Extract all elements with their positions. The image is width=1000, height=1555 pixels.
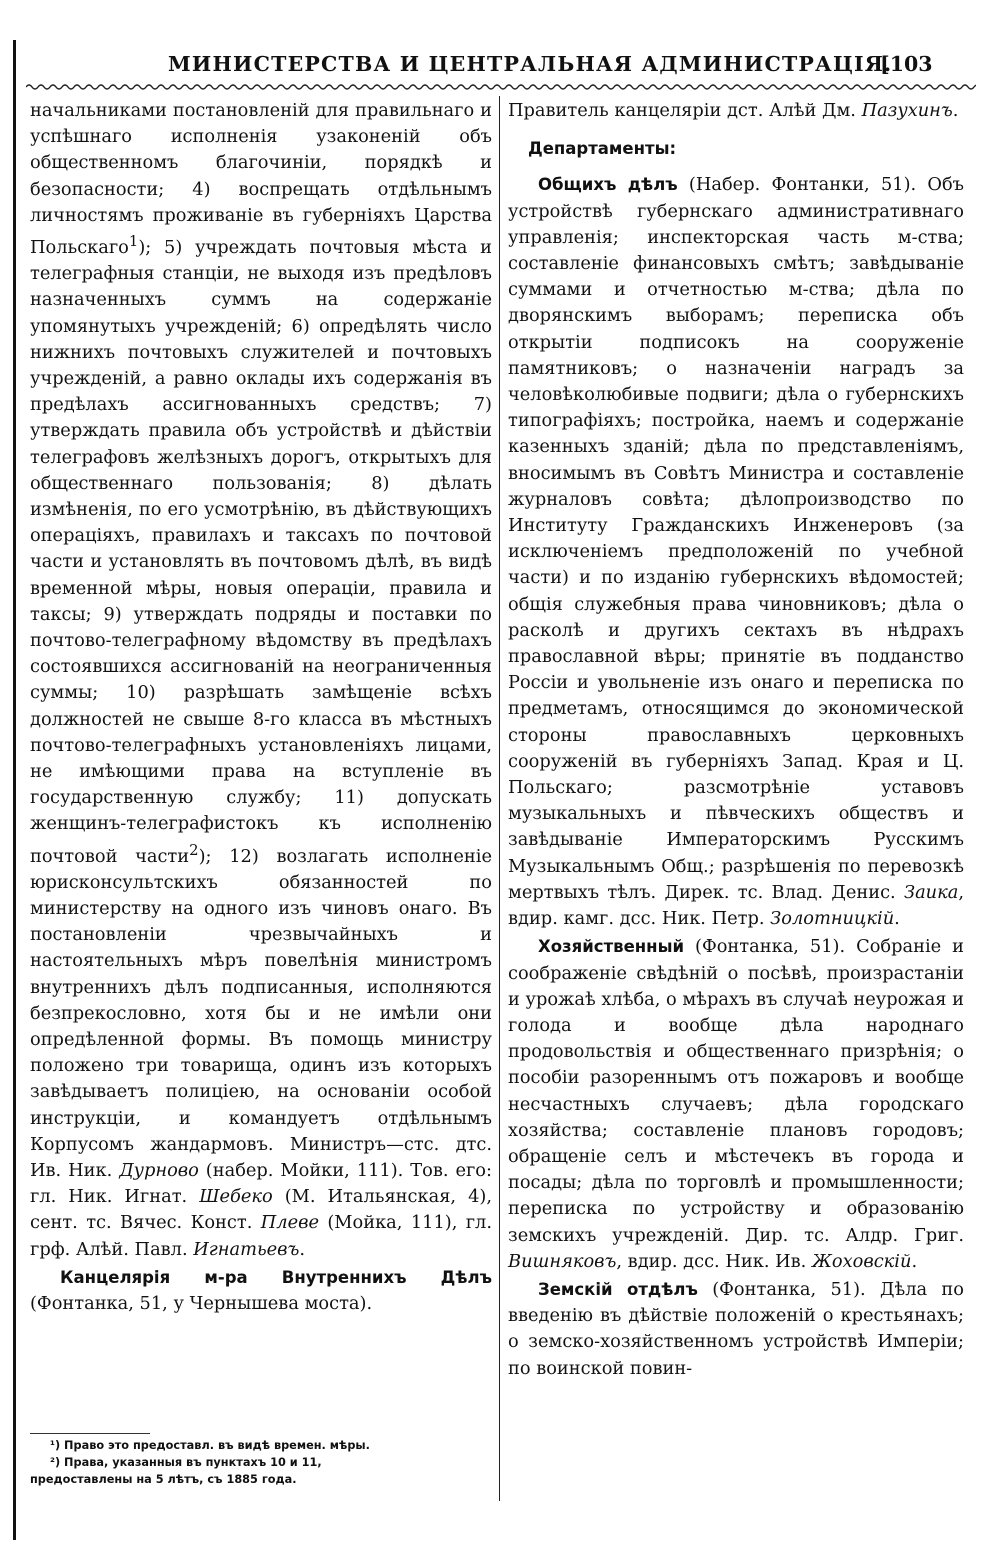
- footnote-rule: [30, 1433, 150, 1434]
- right-paragraph-general-affairs: [508, 172, 964, 932]
- person-name: Пазухинъ: [861, 100, 953, 121]
- person-name: Игнатьевъ: [193, 1238, 300, 1260]
- text-run: (Фонтанка, 51). Дѣла по введенію въ дѣйствіе положеній о крестьянахъ; о земско-хозяйственномъ устройствѣ Имперіи; по воинской повин-: [508, 1278, 964, 1379]
- text-run: , вдир. камг. дсс. Ник. Петр.: [508, 881, 964, 930]
- text-run: .: [952, 100, 959, 121]
- person-name: Дурново: [119, 1159, 199, 1181]
- text-run: (Набер. Фонтанки, 51). Объ устройствѣ губернскаго административнаго управленія; инспекторская часть м-ства; составленіе финансовыхъ смѣтъ; завѣдываніе суммами и отчетностью м-ства; дѣла по дворянскимъ выборамъ; переписка объ открытіи подписокъ на сооруженіе памятниковъ; о назначеніи наградъ за человѣколюбивые подвиги; дѣла о губернскихъ типографіяхъ; постройка, наемъ и содержаніе казенныхъ зданій; дѣла по представленіямъ, вносимымъ въ Совѣтъ Министра и составленіе журналовъ совѣта; дѣлопроизводство по Институту Гражданскихъ Инженеровъ (за исключеніемъ предположеній по учебной части) и по изданію губернскихъ вѣдомостей; общія служебныя права чиновниковъ; дѣла о расколѣ и другихъ сектахъ въ нѣдрахъ православной вѣры; принятіе въ подданство Россіи и увольненіе изъ онаго и переписка по предметамъ, относящимся до экономической стороны православныхъ церковныхъ сооруженій въ губерніяхъ Запад. Края и Ц. Польскаго; разсмотрѣніе уставовъ музыкальныхъ и пѣвческихъ обществъ и завѣдываніе Императорскимъ Русскимъ Музыкальнымъ Общ.; разрѣшенія по перевозкѣ мертвыхъ тѣлъ. Дирек. тс. Влад. Денис.: [508, 174, 964, 903]
- text-run: Правитель канцеляріи дст. Алѣй Дм.: [508, 100, 862, 121]
- person-name: Жоховскій: [811, 1250, 912, 1272]
- footnote-1: ¹) Право это предоставл. въ видѣ времен. мѣры.: [50, 1439, 370, 1452]
- left-column: [30, 98, 492, 1317]
- wavy-rule: [26, 82, 976, 92]
- text-run: , вдир. дсс. Ник. Ив.: [616, 1250, 812, 1272]
- footnote-2: ²) Права, указанныя въ пунктахъ 10 и 11,: [50, 1456, 322, 1469]
- section-heading: Департаменты:: [528, 139, 677, 159]
- entry-heading: Земскій отдѣлъ: [538, 1279, 698, 1299]
- footnotes: [30, 1437, 494, 1488]
- text-run: (Фонтанка, 51). Собраніе и соображеніе свѣдѣній о посѣвѣ, произрастаніи и урожаѣ хлѣба, о мѣрахъ въ случаѣ неурожая и голода и вообще дѣла народнаго продовольствія и общественнаго призрѣнія; о пособіи разореннымъ отъ пожаровъ и вообще несчастныхъ случаевъ; дѣла городскаго хозяйства; составленіе плановъ городовъ; обращеніе селъ и мѣстечекъ въ города и посады; дѣла по торговлѣ и промышленности; переписка по устройству и образованію земскихъ учрежденій. Дир. тс. Алдр. Григ.: [508, 936, 964, 1246]
- entry-heading: Канцелярія м-ра Внутреннихъ Дѣлъ: [60, 1267, 492, 1287]
- entry-heading: Общихъ дѣлъ: [538, 175, 678, 195]
- text-run: (М. Итальянская, 4), сент. тс. Вячес. Конст.: [30, 1186, 492, 1234]
- text-run: начальниками постановленій для правильнаго и успѣшнаго исполненія узаконеній объ общественномъ благочиніи, порядкѣ и безопасности; 4) воспрещать отдѣльнымъ личностямъ проживаніе въ губерніяхъ Царства Польскаго: [30, 100, 492, 258]
- right-paragraph-economic: [508, 934, 964, 1275]
- page-number: [103: [880, 52, 933, 76]
- header-title: МИНИСТЕРСТВА И ЦЕНТРАЛЬНАЯ АДМИНИСТРАЦІЯ.: [168, 52, 893, 76]
- right-paragraph-zemstvo: [508, 1277, 964, 1382]
- page-edge-rule: [13, 40, 16, 1540]
- text-run: (Мойка, 111), гл. грф. Алѣй. Павл.: [30, 1212, 492, 1260]
- text-run: ); 5) учреждать почтовыя мѣста и телеграфныя станціи, не выходя изъ предѣловъ назначенныхъ суммъ на содержаніе упомянутыхъ учрежденій; 6) опредѣлять число нижнихъ почтовыхъ служителей и почтовыхъ учрежденій, а равно оклады ихъ содержанія въ предѣлахъ ассигнованныхъ средствъ; 7) утверждать правила объ устройствѣ и дѣйствіи телеграфовъ желѣзныхъ дорогъ, открытыхъ для общественнаго пользованія; 8) дѣлать измѣненія, по его усмотрѣнію, въ дѣйствующихъ операціяхъ, правилахъ и таксахъ по почтовой части и установлять въ почтовомъ дѣлѣ, въ видѣ временной мѣры, новыя операціи, правила и таксы; 9) утверждать подряды и поставки по почтово-телеграфному вѣдомству въ предѣлахъ состоявшихся ассигнованій на неограниченныя суммы; 10) разрѣшать замѣщеніе всѣхъ должностей не свыше 8-го класса въ мѣстныхъ почтово-телеграфныхъ установленіяхъ лицами, не имѣющими права на вступленіе въ государственную службу; 11) допускать женщинъ-телеграфистокъ къ исполненію почтовой части: [30, 236, 492, 867]
- text-run: (Фонтанка, 51, у Чернышева моста).: [30, 1292, 373, 1314]
- entry-heading: Хозяйственный: [538, 937, 685, 957]
- footnote-ref-2: 2: [189, 841, 199, 859]
- right-column: [508, 98, 964, 1382]
- text-run: (набер. Мойки, 111). Тов. его: гл. Ник. Игнат.: [30, 1159, 492, 1208]
- left-paragraph-powers: [30, 98, 492, 1263]
- text-run: ); 12) возлагать исполненіе юрисконсультскихъ обязанностей по министерству на одного изъ чиновъ онаго. Въ постановленіи чрезвычайныхъ и настоятельныхъ мѣръ повелѣнія министромъ внутреннихъ дѣлъ подписанныя, исполняются безпрекословно, хотя бы и не имѣли они опредѣленной формы. Въ помощь министру положено три товарища, одинъ изъ которыхъ завѣдываетъ полиціею, на основаніи особой инструкціи, и командуетъ отдѣльнымъ Корпусомъ жандармовъ. Министръ—стс. дтс. Ив. Ник.: [30, 845, 492, 1181]
- person-name: Плеве: [260, 1212, 319, 1234]
- right-paragraph-director: [508, 98, 964, 124]
- footnote-2-continued: предоставлены на 5 лѣтъ, съ 1885 года.: [30, 1473, 297, 1486]
- left-paragraph-chancellery: [30, 1265, 492, 1317]
- person-name: Заика: [903, 881, 959, 903]
- column-divider: [499, 96, 500, 1501]
- running-header: [168, 52, 948, 86]
- person-name: Золотницкій: [770, 908, 895, 930]
- person-name: Шебеко: [199, 1186, 273, 1208]
- text-run: .: [911, 1250, 918, 1272]
- text-run: .: [894, 908, 900, 930]
- footnote-ref-1: 1: [128, 233, 139, 251]
- person-name: Вишняковъ: [508, 1250, 617, 1272]
- text-run: .: [299, 1238, 306, 1260]
